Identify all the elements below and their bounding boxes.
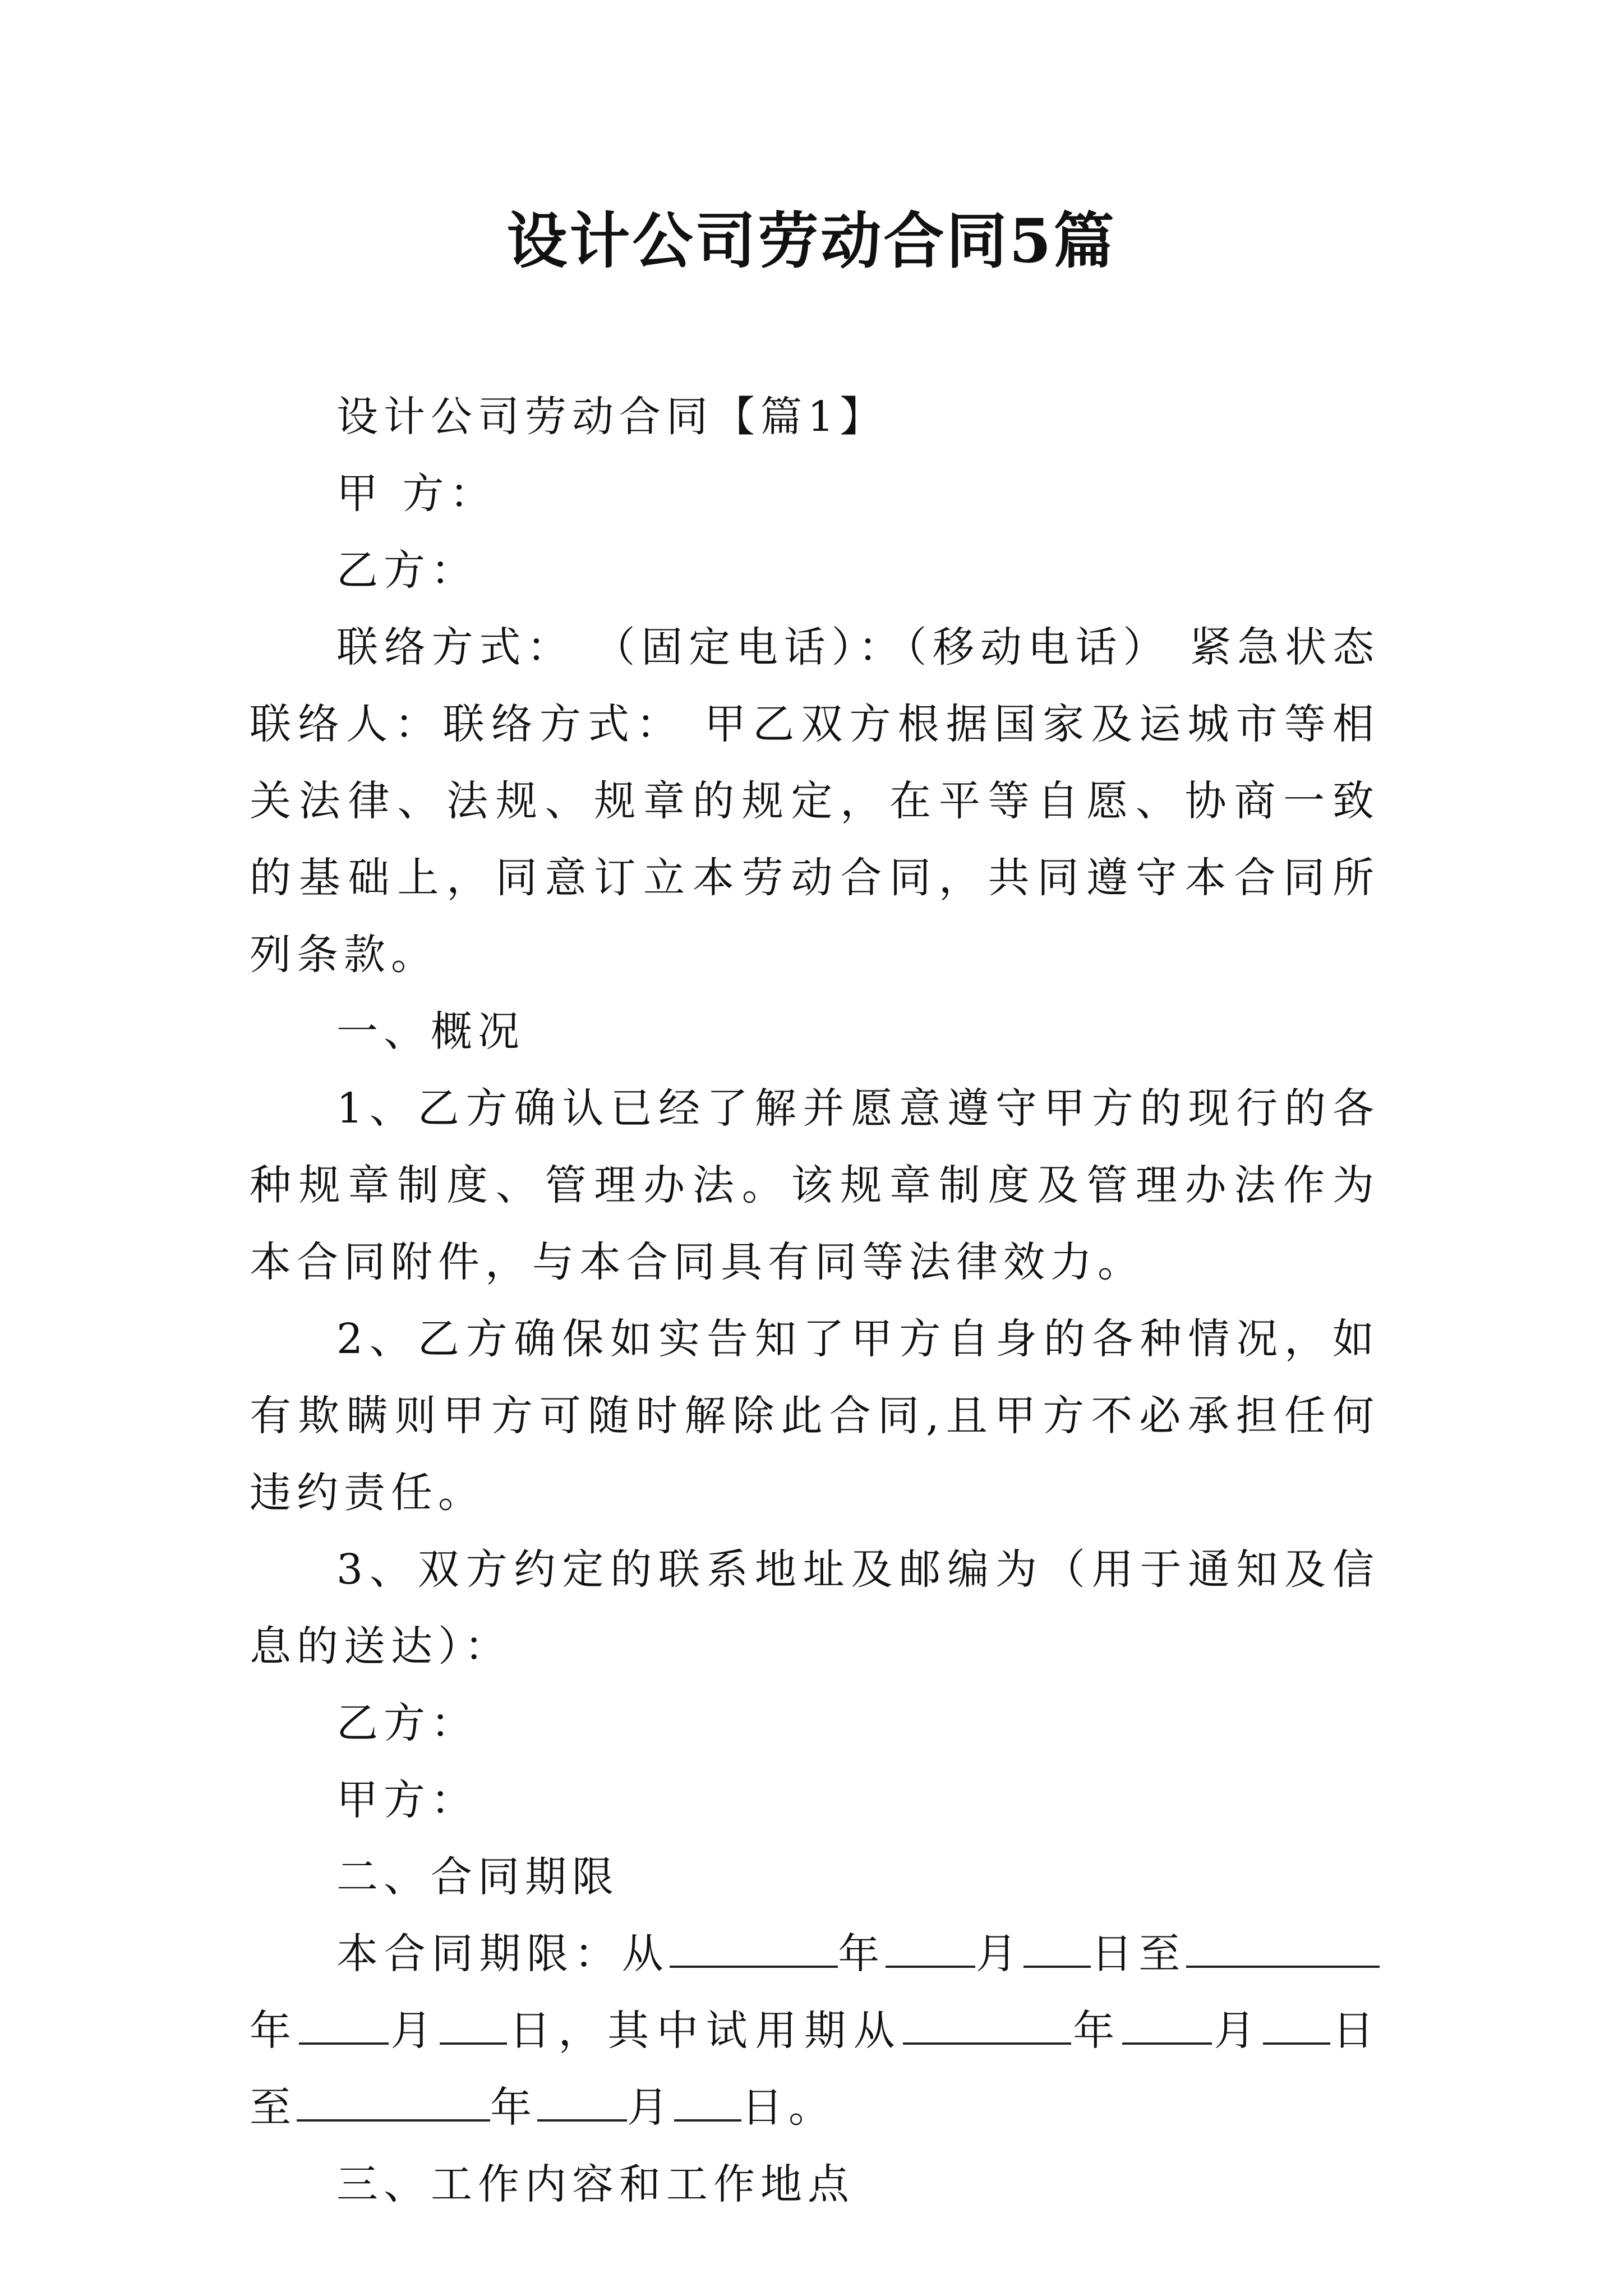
contract-term-paragraph (250, 1916, 1380, 2146)
term-year-label-2: 年 (250, 2007, 299, 2055)
start-month-blank (886, 1929, 975, 1968)
probation-start-year-blank (903, 2005, 1071, 2045)
clause-2: 2、乙方确保如实告知了甲方自身的各种情况，如有欺瞒则甲方可随时解除此合同,且甲方不必承担任何违约责任。 (250, 1315, 1380, 1517)
term-day-end-label: 日。 (741, 2083, 836, 2132)
section-2-heading: 二、合同期限 (336, 1853, 619, 1901)
contract-heading: 设计公司劳动合同【篇1】 (336, 393, 887, 441)
probation-start-month-blank (1122, 2005, 1212, 2045)
document-title: 设计公司劳动合同5篇 (506, 206, 1117, 277)
term-month-label: 月 (975, 1930, 1023, 1978)
contact-paragraph: 联络方式： （固定电话）：（移动电话） 紧急状态联络人：联络方式： 甲乙双方根据国家及运城市等相关法律、法规、规章的规定，在平等自愿、协商一致的基础上，同意订立本劳动合同，共同遵守本合同所列条款。 (250, 623, 1380, 979)
document-body (250, 379, 1380, 2223)
end-day-blank (440, 2005, 507, 2045)
clause-1: 1、乙方确认已经了解并愿意遵守甲方的现行的各种规章制度、管理办法。该规章制度及管理办法作为本合同附件，与本合同具有同等法律效力。 (250, 1084, 1380, 1286)
probation-start-day-blank (1263, 2005, 1330, 2045)
party-b-line: 乙方： (336, 546, 478, 595)
term-month-label-3: 月 (1211, 2007, 1264, 2055)
probation-end-year-blank (297, 2082, 490, 2122)
start-year-blank (670, 1929, 838, 1968)
term-month-label-2: 月 (388, 2007, 440, 2055)
term-prefix: 本合同期限：从 (336, 1930, 670, 1978)
probation-end-month-blank (537, 2082, 627, 2122)
term-year-label-3: 年 (1071, 2007, 1122, 2055)
section-3-heading: 三、工作内容和工作地点 (336, 2160, 855, 2208)
term-year-label-4: 年 (490, 2083, 537, 2132)
section-1-heading: 一、概况 (336, 1007, 525, 1056)
end-year-blank (1186, 1929, 1380, 1968)
probation-end-day-blank (674, 2082, 741, 2122)
party-a-address-line: 甲方： (336, 1776, 478, 1824)
start-day-blank (1023, 1929, 1091, 1968)
party-a-line: 甲 方： (336, 470, 497, 518)
term-day-to-label-2: 日至 (250, 2007, 1380, 2132)
term-day-to-label: 日至 (1090, 1930, 1187, 1978)
term-month-label-4: 月 (627, 2083, 674, 2132)
term-year-label: 年 (837, 1930, 886, 1978)
party-b-address-line: 乙方： (336, 1699, 478, 1747)
term-day-comma-label: 日，其中试用期从 (507, 2007, 903, 2055)
clause-3: 3、双方约定的联系地址及邮编为（用于通知及信息的送达）： (250, 1545, 1380, 1671)
end-month-blank (299, 2005, 389, 2045)
